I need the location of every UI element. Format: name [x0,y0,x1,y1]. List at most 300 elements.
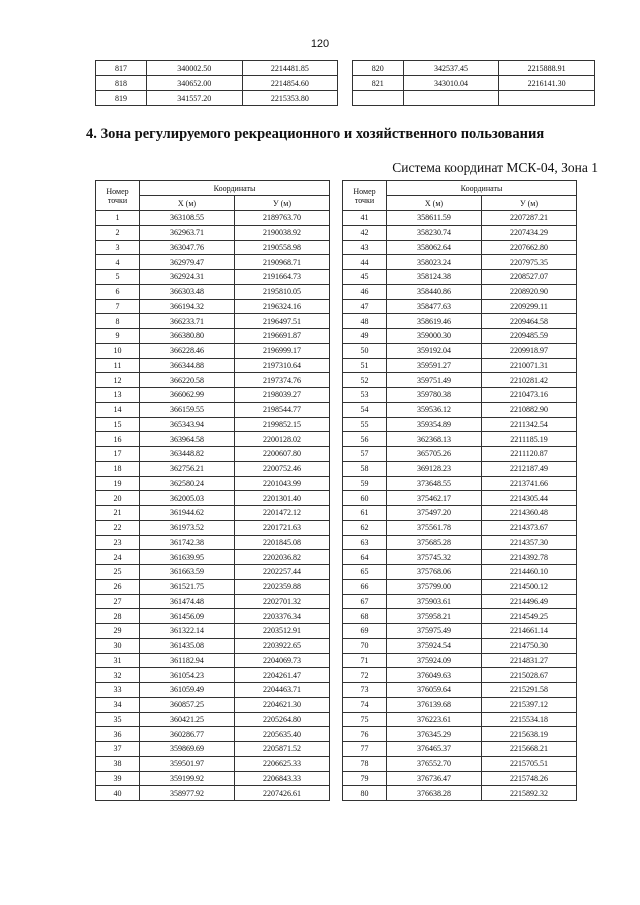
y-cell: 2197310.64 [235,358,330,373]
table-row [96,299,330,314]
y-cell: 2206625.33 [235,756,330,771]
x-cell: 341557.20 [146,91,242,106]
y-cell: 2209485.59 [482,329,577,344]
x-cell: 365343.94 [140,417,235,432]
point-number-cell: 49 [343,329,387,344]
x-cell: 361663.59 [140,565,235,580]
x-cell: 358062.64 [387,240,482,255]
table-row [343,402,577,417]
y-cell: 2202257.44 [235,565,330,580]
y-cell: 2202359.88 [235,579,330,594]
point-number-cell: 59 [343,476,387,491]
point-number-cell: 23 [96,535,140,550]
point-number-cell: 48 [343,314,387,329]
x-cell: 376223.61 [387,712,482,727]
x-cell: 363964.58 [140,432,235,447]
point-number-cell: 40 [96,786,140,801]
table-row [343,742,577,757]
y-cell: 2203922.65 [235,638,330,653]
point-number-cell: 53 [343,388,387,403]
point-number-cell: 68 [343,609,387,624]
point-number-cell: 15 [96,417,140,432]
x-cell: 366303.48 [140,284,235,299]
table-row [96,240,330,255]
y-cell: 2215748.26 [482,771,577,786]
y-cell: 2204621.30 [235,697,330,712]
x-cell: 363448.82 [140,447,235,462]
x-cell: 375924.09 [387,653,482,668]
point-number-cell: 25 [96,565,140,580]
point-number-cell: 71 [343,653,387,668]
table-row [343,225,577,240]
table-row [343,461,577,476]
point-number-cell: 5 [96,270,140,285]
table-row [96,76,595,91]
point-number-cell: 7 [96,299,140,314]
table-row [96,225,330,240]
y-cell: 2190558.98 [235,240,330,255]
x-cell: 362756.21 [140,461,235,476]
point-number-cell: 76 [343,727,387,742]
point-number-cell: 45 [343,270,387,285]
point-number-cell: 43 [343,240,387,255]
y-cell: 2189763.70 [235,211,330,226]
table-row [343,653,577,668]
y-cell: 2214305.44 [482,491,577,506]
table-row [343,565,577,580]
x-cell: 363108.55 [140,211,235,226]
table-row [96,402,330,417]
y-cell: 2214500.12 [482,579,577,594]
x-cell: 375975.49 [387,624,482,639]
point-number-cell: 13 [96,388,140,403]
x-cell: 375745.32 [387,550,482,565]
point-number-cell: 73 [343,683,387,698]
point-number-cell: 77 [343,742,387,757]
x-cell [403,91,499,106]
point-number-cell: 79 [343,771,387,786]
x-cell: 358477.63 [387,299,482,314]
point-number-cell: 14 [96,402,140,417]
y-cell: 2199852.15 [235,417,330,432]
point-number-cell: 27 [96,594,140,609]
table-row [343,491,577,506]
table-row [343,520,577,535]
y-cell: 2206843.33 [235,771,330,786]
table-row [343,550,577,565]
table-row [343,638,577,653]
continuation-table [95,60,595,106]
y-cell [499,91,595,106]
point-number-cell: 62 [343,520,387,535]
y-cell: 2202036.82 [235,550,330,565]
table-row [343,476,577,491]
x-cell: 361435.08 [140,638,235,653]
x-cell: 361059.49 [140,683,235,698]
y-cell: 2214854.60 [242,76,338,91]
table-row [96,683,330,698]
x-cell: 376465.37 [387,742,482,757]
table-row [343,535,577,550]
x-cell: 359354.89 [387,417,482,432]
y-cell: 2215028.67 [482,668,577,683]
y-cell: 2204261.47 [235,668,330,683]
y-cell: 2214481.85 [242,61,338,76]
x-cell: 360421.25 [140,712,235,727]
y-cell: 2200752.46 [235,461,330,476]
point-number-cell: 12 [96,373,140,388]
point-number-cell: 817 [96,61,147,76]
x-cell: 358611.59 [387,211,482,226]
x-cell: 358977.92 [140,786,235,801]
x-cell: 361322.14 [140,624,235,639]
coordinate-system-label: Система координат МСК-04, Зона 1 [392,160,598,175]
point-number-cell: 66 [343,579,387,594]
point-number-cell [352,91,403,106]
point-number-cell: 35 [96,712,140,727]
y-cell: 2203376.34 [235,609,330,624]
y-cell: 2198544.77 [235,402,330,417]
y-cell: 2201472.12 [235,506,330,521]
point-number-cell: 820 [352,61,403,76]
point-number-cell: 2 [96,225,140,240]
table-row [96,535,330,550]
point-number-cell: 30 [96,638,140,653]
x-cell: 359000.30 [387,329,482,344]
point-number-cell: 821 [352,76,403,91]
point-number-cell: 42 [343,225,387,240]
x-cell: 362924.31 [140,270,235,285]
table-row [343,432,577,447]
x-cell: 366228.46 [140,343,235,358]
x-cell: 369128.23 [387,461,482,476]
point-number-cell: 4 [96,255,140,270]
y-cell: 2207426.61 [235,786,330,801]
y-cell: 2214357.30 [482,535,577,550]
y-cell: 2215353.80 [242,91,338,106]
table-row [96,314,330,329]
table-row [96,358,330,373]
y-cell: 2210882.90 [482,402,577,417]
y-cell: 2200607.80 [235,447,330,462]
table-row [96,211,330,226]
point-number-cell: 38 [96,756,140,771]
point-number-cell: 75 [343,712,387,727]
x-cell: 375462.17 [387,491,482,506]
header-point-number: Номер точки [343,181,387,211]
x-cell: 359751.49 [387,373,482,388]
table-row [96,565,330,580]
table-row [96,727,330,742]
point-number-cell: 61 [343,506,387,521]
y-cell: 2201043.99 [235,476,330,491]
point-number-cell: 74 [343,697,387,712]
y-cell: 2214549.25 [482,609,577,624]
point-number-cell: 17 [96,447,140,462]
x-cell: 361639.95 [140,550,235,565]
y-cell: 2214392.78 [482,550,577,565]
y-cell: 2210473.16 [482,388,577,403]
y-cell: 2213741.66 [482,476,577,491]
x-cell: 376736.47 [387,771,482,786]
x-cell: 362005.03 [140,491,235,506]
x-cell: 375958.21 [387,609,482,624]
y-cell: 2216141.30 [499,76,595,91]
table-row [343,211,577,226]
table-gap [338,61,353,76]
x-cell: 375768.06 [387,565,482,580]
y-cell: 2209918.97 [482,343,577,358]
table-row [343,358,577,373]
header-y: У (м) [235,196,330,211]
x-cell: 373648.55 [387,476,482,491]
y-cell: 2196999.17 [235,343,330,358]
point-number-cell: 9 [96,329,140,344]
x-cell: 361474.48 [140,594,235,609]
point-number-cell: 19 [96,476,140,491]
point-number-cell: 41 [343,211,387,226]
x-cell: 358619.46 [387,314,482,329]
y-cell: 2214460.10 [482,565,577,580]
point-number-cell: 63 [343,535,387,550]
table-row [96,417,330,432]
x-cell: 361054.23 [140,668,235,683]
point-number-cell: 11 [96,358,140,373]
y-cell: 2191664.73 [235,270,330,285]
table-row [343,255,577,270]
table-row [343,329,577,344]
x-cell: 359591.27 [387,358,482,373]
y-cell: 2190038.92 [235,225,330,240]
point-number-cell: 52 [343,373,387,388]
table-row [96,476,330,491]
point-number-cell: 60 [343,491,387,506]
x-cell: 343010.04 [403,76,499,91]
x-cell: 359536.12 [387,402,482,417]
x-cell: 365705.26 [387,447,482,462]
y-cell: 2215668.21 [482,742,577,757]
x-cell: 375561.78 [387,520,482,535]
table-row [343,756,577,771]
table-row [96,579,330,594]
point-number-cell: 56 [343,432,387,447]
y-cell: 2212187.49 [482,461,577,476]
point-number-cell: 24 [96,550,140,565]
x-cell: 366344.88 [140,358,235,373]
table-row [96,697,330,712]
table-row [343,771,577,786]
table-row [343,343,577,358]
point-number-cell: 32 [96,668,140,683]
y-cell: 2214661.14 [482,624,577,639]
y-cell: 2207434.29 [482,225,577,240]
y-cell: 2207287.21 [482,211,577,226]
point-number-cell: 22 [96,520,140,535]
y-cell: 2211185.19 [482,432,577,447]
y-cell: 2195810.05 [235,284,330,299]
y-cell: 2209464.58 [482,314,577,329]
table-row [96,668,330,683]
x-cell: 361182.94 [140,653,235,668]
y-cell: 2211342.54 [482,417,577,432]
point-number-cell: 44 [343,255,387,270]
y-cell: 2190968.71 [235,255,330,270]
point-number-cell: 70 [343,638,387,653]
header-y: У (м) [482,196,577,211]
y-cell: 2214831.27 [482,653,577,668]
x-cell: 358023.24 [387,255,482,270]
point-number-cell: 818 [96,76,147,91]
table-row [96,491,330,506]
y-cell: 2207662.80 [482,240,577,255]
table-row [343,727,577,742]
point-number-cell: 57 [343,447,387,462]
y-cell: 2215888.91 [499,61,595,76]
x-cell: 359869.69 [140,742,235,757]
table-row [96,270,330,285]
point-number-cell: 20 [96,491,140,506]
table-row [96,771,330,786]
y-cell: 2205264.80 [235,712,330,727]
y-cell: 2215892.32 [482,786,577,801]
table-row [343,683,577,698]
x-cell: 361944.62 [140,506,235,521]
table-row [343,314,577,329]
table-row [96,373,330,388]
table-row [96,461,330,476]
y-cell: 2203512.91 [235,624,330,639]
header-point-number: Номер точки [96,181,140,211]
table-gap [338,91,353,106]
point-number-cell: 50 [343,343,387,358]
x-cell: 376059.64 [387,683,482,698]
table-row [343,388,577,403]
table-row [96,255,330,270]
y-cell: 2204069.73 [235,653,330,668]
point-number-cell: 72 [343,668,387,683]
point-number-cell: 80 [343,786,387,801]
point-number-cell: 58 [343,461,387,476]
table-row [96,91,595,106]
x-cell: 359192.04 [387,343,482,358]
point-number-cell: 78 [343,756,387,771]
x-cell: 359780.38 [387,388,482,403]
point-number-cell: 31 [96,653,140,668]
y-cell: 2215291.58 [482,683,577,698]
y-cell: 2214496.49 [482,594,577,609]
point-number-cell: 37 [96,742,140,757]
x-cell: 366194.32 [140,299,235,314]
x-cell: 363047.76 [140,240,235,255]
point-number-cell: 8 [96,314,140,329]
y-cell: 2211120.87 [482,447,577,462]
x-cell: 358124.38 [387,270,482,285]
y-cell: 2201301.40 [235,491,330,506]
x-cell: 376049.63 [387,668,482,683]
x-cell: 376345.29 [387,727,482,742]
table-row [96,624,330,639]
table-row [343,624,577,639]
point-number-cell: 6 [96,284,140,299]
x-cell: 376638.28 [387,786,482,801]
y-cell: 2202701.32 [235,594,330,609]
x-cell: 375497.20 [387,506,482,521]
table-row [343,668,577,683]
x-cell: 375903.61 [387,594,482,609]
table-row [96,61,595,76]
header-coordinates: Координаты [140,181,330,196]
point-number-cell: 67 [343,594,387,609]
x-cell: 358230.74 [387,225,482,240]
y-cell: 2196324.16 [235,299,330,314]
table-row [96,786,330,801]
point-number-cell: 51 [343,358,387,373]
table-row [96,638,330,653]
table-row [96,520,330,535]
point-number-cell: 55 [343,417,387,432]
table-row [96,653,330,668]
point-number-cell: 47 [343,299,387,314]
point-number-cell: 28 [96,609,140,624]
x-cell: 366220.58 [140,373,235,388]
header-x: X (м) [387,196,482,211]
table-row [343,609,577,624]
y-cell: 2205635.40 [235,727,330,742]
x-cell: 366380.80 [140,329,235,344]
point-number-cell: 33 [96,683,140,698]
table-row [96,594,330,609]
table-row [343,712,577,727]
x-cell: 375685.28 [387,535,482,550]
point-number-cell: 26 [96,579,140,594]
y-cell: 2210071.31 [482,358,577,373]
x-cell: 366062.99 [140,388,235,403]
point-number-cell: 3 [96,240,140,255]
x-cell: 360857.25 [140,697,235,712]
table-row [343,506,577,521]
table-row [96,388,330,403]
x-cell: 366233.71 [140,314,235,329]
x-cell: 362368.13 [387,432,482,447]
table-row [343,417,577,432]
section-title: 4. Зона регулируемого рекреационного и хозяйственного пользования [86,126,545,142]
table-row [343,447,577,462]
point-number-cell: 65 [343,565,387,580]
point-number-cell: 69 [343,624,387,639]
point-number-cell: 34 [96,697,140,712]
point-number-cell: 36 [96,727,140,742]
x-cell: 366159.55 [140,402,235,417]
table-row [96,343,330,358]
y-cell: 2208527.07 [482,270,577,285]
table-row [343,270,577,285]
table-row [96,432,330,447]
point-number-cell: 18 [96,461,140,476]
y-cell: 2214360.48 [482,506,577,521]
point-number-cell: 39 [96,771,140,786]
x-cell: 362979.47 [140,255,235,270]
table-row [96,447,330,462]
point-number-cell: 819 [96,91,147,106]
table-row [96,742,330,757]
x-cell: 375799.00 [387,579,482,594]
coordinates-table-left [95,180,330,801]
table-row [96,506,330,521]
x-cell: 358440.86 [387,284,482,299]
x-cell: 376139.68 [387,697,482,712]
x-cell: 361742.38 [140,535,235,550]
y-cell: 2196497.51 [235,314,330,329]
